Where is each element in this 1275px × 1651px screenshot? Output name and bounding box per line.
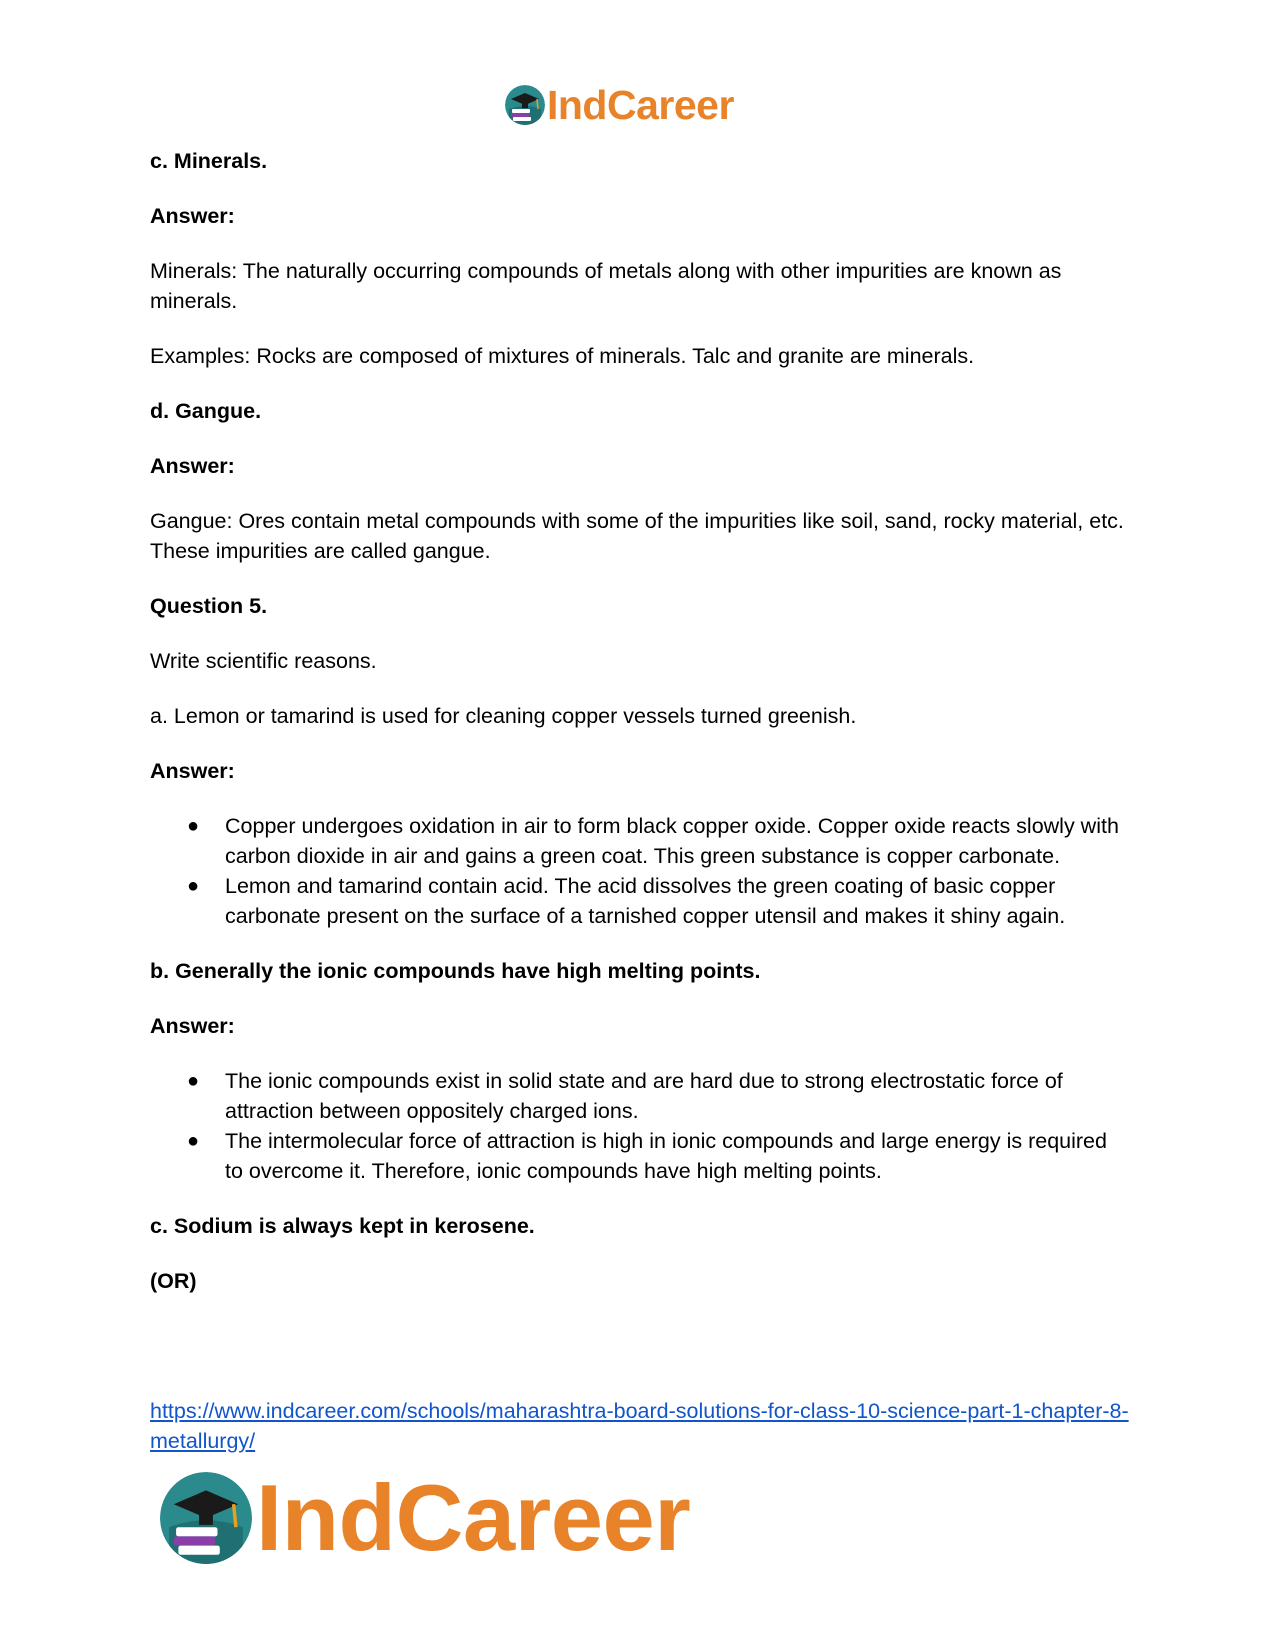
list-item	[187, 871, 1130, 931]
list-item-text: Lemon and tamarind contain acid. The acid dissolves the green coating of basic copper carbonate present on the surface of a tarnished copper utensil and makes it shiny again.	[225, 874, 1066, 928]
list-item	[187, 811, 1130, 871]
list-item-text: Copper undergoes oxidation in air to form black copper oxide. Copper oxide reacts slowly with carbon dioxide in air and gains a green coat. This green substance is copper carbonate.	[225, 814, 1119, 868]
question-heading: Question 5.	[150, 594, 268, 618]
or-separator: (OR)	[150, 1269, 197, 1293]
list-item-text: The ionic compounds exist in solid state and are hard due to strong electrostatic force of attraction between oppositely charged ions.	[225, 1069, 1063, 1123]
bullet-icon: ●	[187, 815, 200, 837]
paragraph: Gangue: Ores contain metal compounds with some of the impurities like soil, sand, rocky material, etc. These impurities are called gangue.	[150, 509, 1124, 563]
sub-question-heading: b. Generally the ionic compounds have high melting points.	[150, 959, 761, 983]
header-logo	[505, 81, 734, 128]
graduation-cap-books-globe-icon	[160, 1472, 252, 1564]
answer-label: Answer:	[150, 1014, 235, 1038]
list-item	[187, 1066, 1130, 1126]
sub-question-heading: c. Sodium is always kept in kerosene.	[150, 1214, 535, 1238]
bullet-list	[150, 1066, 1130, 1186]
answer-label: Answer:	[150, 759, 235, 783]
brand-wordmark: IndCareer	[547, 81, 734, 128]
answer-label: Answer:	[150, 204, 235, 228]
bullet-icon: ●	[187, 875, 200, 897]
graduation-cap-books-globe-icon	[505, 85, 545, 125]
section-heading: d. Gangue.	[150, 399, 262, 423]
answer-label: Answer:	[150, 454, 235, 478]
section-heading: c. Minerals.	[150, 149, 268, 173]
bullet-icon: ●	[187, 1130, 200, 1152]
bullet-icon: ●	[187, 1070, 200, 1092]
document-body	[150, 146, 1130, 1321]
list-item	[187, 1126, 1130, 1186]
source-url-link[interactable]: https://www.indcareer.com/schools/maharashtra-board-solutions-for-class-10-science-part-1-chapter-8-metallurgy/	[150, 1399, 1129, 1453]
bullet-list	[150, 811, 1130, 931]
list-item-text: The intermolecular force of attraction is high in ionic compounds and large energy is required to overcome it. Therefore, ionic compounds have high melting points.	[225, 1129, 1107, 1183]
brand-wordmark: IndCareer	[256, 1465, 691, 1570]
footer-logo	[160, 1465, 691, 1570]
paragraph: Minerals: The naturally occurring compounds of metals along with other impurities are known as minerals.	[150, 259, 1062, 313]
paragraph: Examples: Rocks are composed of mixtures of minerals. Talc and granite are minerals.	[150, 344, 975, 368]
question-prompt: Write scientific reasons.	[150, 649, 377, 673]
sub-question: a. Lemon or tamarind is used for cleaning copper vessels turned greenish.	[150, 704, 857, 728]
